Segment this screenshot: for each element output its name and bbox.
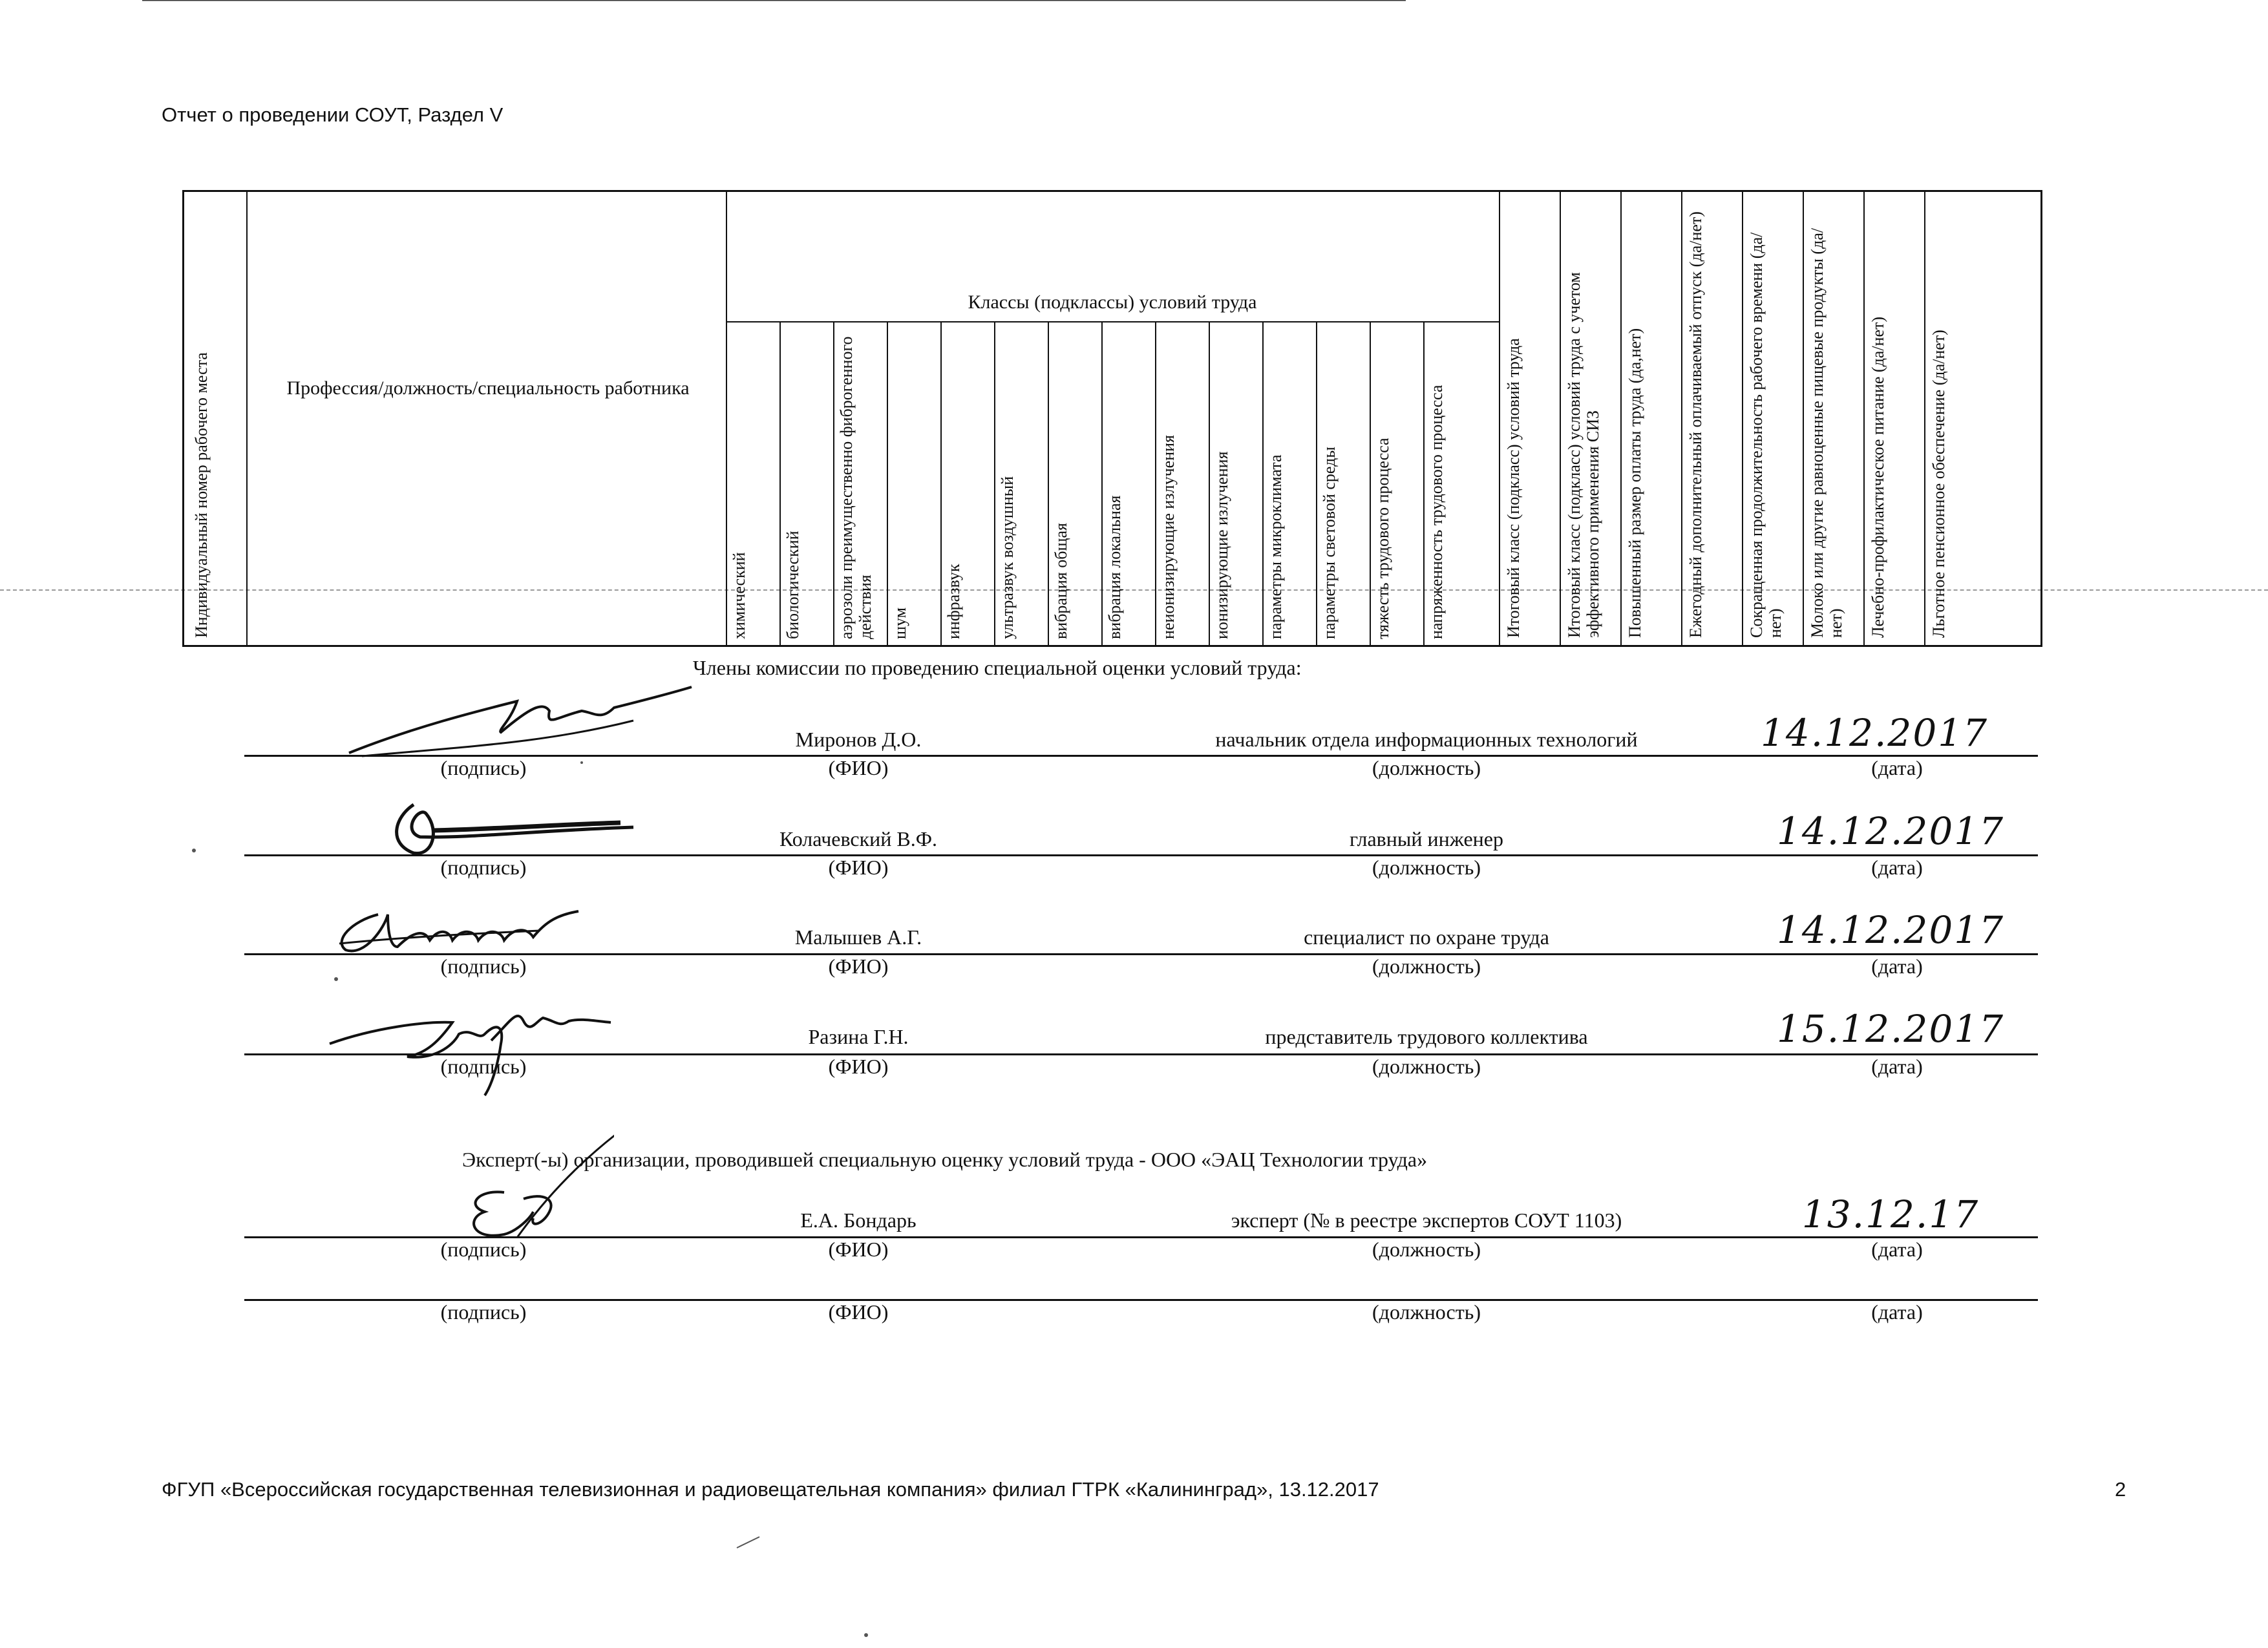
col-factor-ionizing: ионизирующие излучения xyxy=(1213,451,1231,639)
col-workplace-number: Индивидуальный номер рабочего места xyxy=(192,352,211,638)
expert-date: 13.12.17 xyxy=(1801,1192,1980,1236)
expert-name: Е.А. Бондарь xyxy=(800,1209,917,1232)
expert-position: эксперт (№ в реестре экспертов СОУТ 1103) xyxy=(1231,1209,1622,1232)
col-therapeutic-food: Лечебно-профилактическое питание (да/нет) xyxy=(1869,316,1887,638)
member-2-date: 14.12.2017 xyxy=(1776,809,2005,853)
caption-position: (должность) xyxy=(1372,955,1481,978)
col-factor-biological: биологический xyxy=(783,531,802,639)
caption-signature: (подпись) xyxy=(440,1238,527,1261)
col-extra-leave: Ежегодный дополнительный оплачиваемый отпуск (да/нет) xyxy=(1686,211,1705,638)
caption-date: (дата) xyxy=(1871,955,1923,978)
member-4-date: 15.12.2017 xyxy=(1776,1007,2005,1051)
caption-signature: (подпись) xyxy=(440,856,527,879)
col-group-classes: Классы (подклассы) условий труда xyxy=(968,291,1257,313)
caption-position: (должность) xyxy=(1372,1238,1481,1261)
caption-date: (дата) xyxy=(1871,1300,1923,1324)
member-4-name: Разина Г.Н. xyxy=(808,1025,909,1048)
col-factor-intensity: напряженность трудового процесса xyxy=(1427,385,1446,639)
member-4-position: представитель трудового коллектива xyxy=(1265,1025,1588,1048)
caption-name: (ФИО) xyxy=(828,1300,889,1324)
col-reduced-hours: Сокращенная продолжительность рабочего времени (да/нет) xyxy=(1747,232,1785,638)
member-1-position: начальник отдела информационных технологий xyxy=(1215,728,1638,751)
caption-name: (ФИО) xyxy=(828,1055,889,1078)
col-factor-nonionizing: неионизирующие излучения xyxy=(1159,435,1178,639)
col-pension: Льготное пенсионное обеспечение (да/нет) xyxy=(1929,330,1948,638)
caption-signature: (подпись) xyxy=(440,756,527,779)
report-title: Отчет о проведении СОУТ, Раздел V xyxy=(162,103,503,126)
col-factor-severity: тяжесть трудового процесса xyxy=(1373,438,1392,639)
caption-name: (ФИО) xyxy=(828,856,889,879)
member-2-name: Колачевский В.Ф. xyxy=(779,827,938,850)
member-3-date: 14.12.2017 xyxy=(1776,908,2005,952)
caption-signature: (подпись) xyxy=(440,1300,527,1324)
member-3-position: специалист по охране труда xyxy=(1304,925,1549,949)
col-factor-lighting: параметры световой среды xyxy=(1320,447,1339,639)
col-factor-microclimate: параметры микроклимата xyxy=(1266,454,1285,639)
col-milk: Молоко или другие равноценные пищевые продукты (да/нет) xyxy=(1808,227,1845,638)
col-factor-vibration-local: вибрация локальная xyxy=(1105,495,1124,639)
col-factor-ultrasound: ультразвук воздушный xyxy=(998,476,1017,639)
page-number: 2 xyxy=(2115,1478,2126,1501)
member-1-date: 14.12.2017 xyxy=(1760,711,1989,755)
caption-name: (ФИО) xyxy=(828,955,889,978)
col-factor-infrasound: инфразвук xyxy=(944,564,963,639)
caption-name: (ФИО) xyxy=(828,1238,889,1261)
col-factor-chemical: химический xyxy=(730,552,748,639)
caption-position: (должность) xyxy=(1372,1055,1481,1078)
caption-signature: (подпись) xyxy=(440,1055,527,1078)
commission-title: Члены комиссии по проведению специальной оценки условий труда: xyxy=(693,656,1302,679)
caption-signature: (подпись) xyxy=(440,955,527,978)
caption-position: (должность) xyxy=(1372,756,1481,779)
member-2-position: главный инженер xyxy=(1350,827,1503,850)
col-factor-vibration-general: вибрация общая xyxy=(1052,523,1070,639)
col-profession: Профессия/должность/специальность работника xyxy=(286,377,690,399)
col-factor-aerosols: аэрозоли преимущественно фиброгенного действия xyxy=(837,336,874,639)
member-1-name: Миронов Д.О. xyxy=(795,728,922,751)
caption-date: (дата) xyxy=(1871,856,1923,879)
caption-date: (дата) xyxy=(1871,1055,1923,1078)
caption-position: (должность) xyxy=(1372,856,1481,879)
col-final-class-ppe: Итоговый класс (подкласс) условий труда с учетом эффективного применения СИЗ xyxy=(1565,272,1602,638)
caption-date: (дата) xyxy=(1871,756,1923,779)
caption-name: (ФИО) xyxy=(828,756,889,779)
expert-title: Эксперт(-ы) организации, проводившей специальную оценку условий труда - ООО «ЭАЦ Технологии труда» xyxy=(462,1148,1428,1171)
member-3-name: Малышев А.Г. xyxy=(794,925,922,949)
footer-organization: ФГУП «Всероссийская государственная телевизионная и радиовещательная компания» филиал ГТРК «Калининград», 13.12.2017 xyxy=(162,1478,1379,1501)
col-factor-noise: шум xyxy=(891,607,909,639)
caption-position: (должность) xyxy=(1372,1300,1481,1324)
col-increased-pay: Повышенный размер оплаты труда (да,нет) xyxy=(1626,328,1644,638)
col-final-class: Итоговый класс (подкласс) условий труда xyxy=(1504,338,1523,638)
caption-date: (дата) xyxy=(1871,1238,1923,1261)
